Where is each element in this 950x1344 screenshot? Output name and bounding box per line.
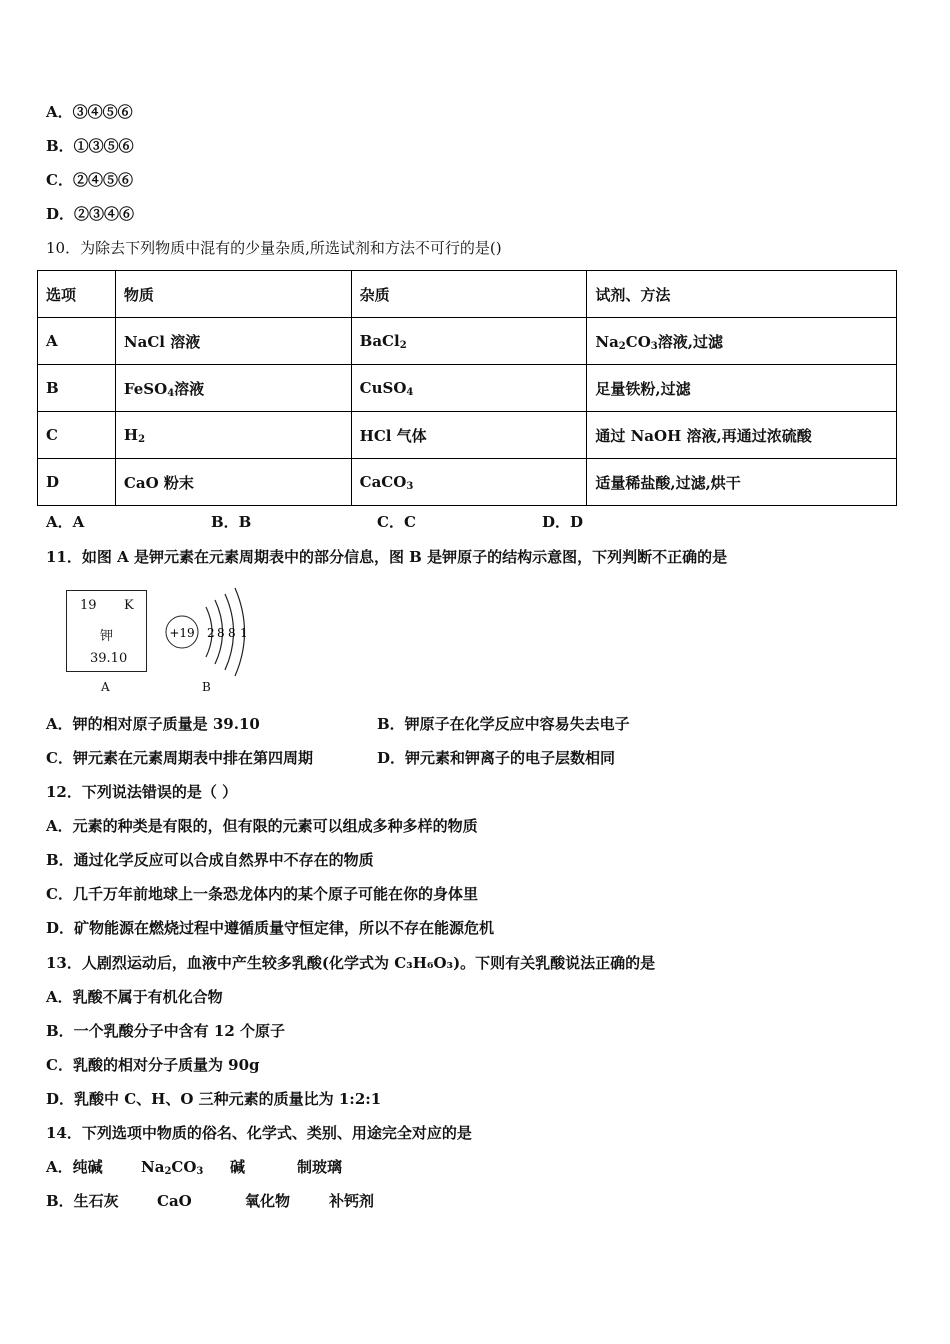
- q12-option-a: A．元素的种类是有限的，但有限的元素可以组成多种多样的物质: [46, 817, 478, 835]
- figure-label-a: A: [101, 680, 110, 694]
- q12-stem: 12．下列说法错误的是（ ）: [46, 783, 238, 801]
- q10-header-method: 试剂、方法: [587, 271, 897, 318]
- q10-header-substance: 物质: [115, 271, 351, 318]
- row-method: 适量稀盐酸,过滤,烘干: [587, 459, 897, 506]
- row-method: 足量铁粉,过滤: [587, 365, 897, 412]
- q10-option-a: A．A: [46, 513, 85, 531]
- q14-option-b-category: 氧化物: [245, 1192, 291, 1210]
- q13-option-c: C．乳酸的相对分子质量为 90g: [46, 1056, 260, 1074]
- element-mass: 39.10: [90, 651, 128, 666]
- q10-option-b: B．B: [211, 513, 252, 531]
- q11-option-c: C．钾元素在元素周期表中排在第四周期: [46, 749, 313, 767]
- q14-option-a-formula: $Na_2CO_3$: [141, 1158, 204, 1177]
- element-card: [66, 590, 147, 672]
- table-row: [38, 365, 897, 412]
- q13-option-b: B．一个乳酸分子中含有 12 个原子: [46, 1022, 285, 1040]
- q14-option-b-use: 补钙剂: [329, 1192, 375, 1210]
- row-method: 通过 NaOH 溶液,再通过浓硫酸: [587, 412, 897, 459]
- figure-label-b: B: [202, 680, 211, 694]
- q9-option-b: B．①③⑤⑥: [46, 137, 134, 155]
- row-option: C: [38, 412, 116, 459]
- q11-option-b: B．钾原子在化学反应中容易失去电子: [377, 715, 630, 733]
- shell-electrons-3: 8: [228, 626, 236, 640]
- row-impurity: CuSO$_4$: [351, 365, 587, 412]
- q11-option-a: A．钾的相对原子质量是 39.10: [46, 715, 260, 733]
- row-impurity: CaCO$_3$: [351, 459, 587, 506]
- q10-table: [37, 270, 897, 506]
- nucleus-charge: +19: [169, 626, 195, 640]
- row-option: D: [38, 459, 116, 506]
- q11-option-d: D．钾元素和钾离子的电子层数相同: [377, 749, 616, 767]
- row-method: $Na_2CO_3$溶液,过滤: [587, 318, 897, 365]
- element-atomic-number: 19: [80, 598, 97, 613]
- row-impurity: HCl 气体: [351, 412, 587, 459]
- q9-option-a: A．③④⑤⑥: [46, 103, 133, 121]
- atom-structure-diagram: [160, 585, 260, 677]
- row-substance: NaCl 溶液: [115, 318, 351, 365]
- q9-option-d: D．②③④⑥: [46, 205, 135, 223]
- q14-option-a-use: 制玻璃: [297, 1158, 343, 1176]
- shell-electrons-2: 8: [217, 626, 225, 640]
- q14-option-b-formula: CaO: [157, 1192, 192, 1210]
- row-substance: CaO 粉末: [115, 459, 351, 506]
- row-option: B: [38, 365, 116, 412]
- q10-table-header: [38, 271, 897, 318]
- q13-stem: 13．人剧烈运动后，血液中产生较多乳酸(化学式为 C₃H₆O₃)。下则有关乳酸说法正确的是: [46, 954, 656, 972]
- q10-option-c: C．C: [377, 513, 416, 531]
- shell-electrons-4: 1: [240, 626, 248, 640]
- table-row: [38, 459, 897, 506]
- q14-stem: 14．下列选项中物质的俗名、化学式、类别、用途完全对应的是: [46, 1124, 472, 1142]
- q13-option-a: A．乳酸不属于有机化合物: [46, 988, 223, 1006]
- element-symbol: K: [124, 598, 134, 613]
- row-option: A: [38, 318, 116, 365]
- element-name: 钾: [100, 629, 114, 644]
- q10-header-impurity: 杂质: [351, 271, 587, 318]
- q13-option-d: D．乳酸中 C、H、O 三种元素的质量比为 1:2:1: [46, 1090, 382, 1108]
- row-substance: FeSO$_4$溶液: [115, 365, 351, 412]
- table-row: [38, 412, 897, 459]
- table-row: [38, 318, 897, 365]
- q11-stem: 11．如图 A 是钾元素在元素周期表中的部分信息，图 B 是钾原子的结构示意图，下列判断不正确的是: [46, 548, 728, 566]
- q10-header-option: 选项: [38, 271, 116, 318]
- q10-option-d: D．D: [542, 513, 584, 531]
- row-impurity: BaCl$_2$: [351, 318, 587, 365]
- q14-option-b-label: B．生石灰: [46, 1192, 119, 1210]
- q9-option-c: C．②④⑤⑥: [46, 171, 133, 189]
- q10-stem: 10．为除去下列物质中混有的少量杂质,所选试剂和方法不可行的是(): [46, 239, 502, 257]
- q12-option-d: D．矿物能源在燃烧过程中遵循质量守恒定律，所以不存在能源危机: [46, 919, 495, 937]
- q14-option-a-category: 碱: [230, 1158, 246, 1176]
- q12-option-b: B．通过化学反应可以合成自然界中不存在的物质: [46, 851, 374, 869]
- q14-option-a-label: A．纯碱: [46, 1158, 103, 1176]
- q12-option-c: C．几千万年前地球上一条恐龙体内的某个原子可能在你的身体里: [46, 885, 478, 903]
- row-substance: $H_2$: [115, 412, 351, 459]
- shell-electrons-1: 2: [207, 626, 215, 640]
